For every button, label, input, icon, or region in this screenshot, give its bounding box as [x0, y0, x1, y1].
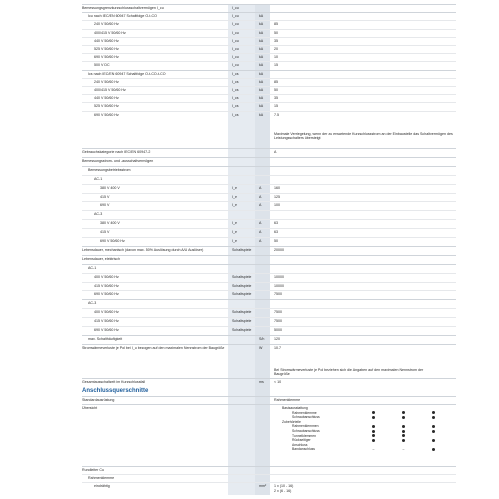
availability-dot-icon: [372, 411, 375, 414]
spec-label: max. Schalthäufigkeit: [88, 336, 123, 341]
option-label: Schraubanschluss: [292, 428, 320, 433]
spec-label: 500 V DC: [94, 63, 110, 68]
availability-dot-icon: [402, 434, 405, 437]
rahmenklemme-label: Rahmenklemme: [88, 476, 115, 480]
availability-dot-icon: [432, 448, 435, 451]
spec-label: Gesamtausschaltzeit im Kurzschlussfall: [82, 380, 146, 384]
spec-value: A: [274, 150, 277, 154]
eindrahtig-row: [82, 482, 456, 495]
spec-value: 20: [274, 47, 278, 51]
spec-label: 415 V 50/60 Hz: [94, 283, 119, 288]
spec-label: Bemessungsstrom- und -ausschaltvermögen: [82, 158, 154, 163]
spec-value: 100: [274, 203, 280, 208]
availability-dot-icon: [432, 416, 435, 419]
rundleiter-label: Rundleiter Cu: [82, 468, 104, 472]
spec-value: 20000: [274, 247, 284, 252]
spec-unit: A: [259, 221, 262, 226]
spec-value: 85: [274, 79, 278, 84]
spec-label: Lebensdauer, elektrisch: [82, 256, 120, 261]
spec-unit: kA: [259, 30, 264, 35]
spec-unit: S/h: [259, 336, 265, 341]
options-items: [282, 411, 452, 452]
spec-value: 10000: [274, 283, 284, 288]
spec-symbol: I_cu: [232, 38, 239, 43]
spec-value: 7500: [274, 292, 282, 297]
spec-unit: A: [259, 239, 262, 243]
availability-dot-icon: [402, 425, 405, 428]
spec-symbol: I_e: [232, 221, 237, 226]
option-label: Zubehörteile: [282, 419, 301, 424]
not-available-dash-icon: –: [372, 447, 375, 452]
spec-value: < 10: [274, 380, 282, 384]
spec-label: 240 V 50/60 Hz: [94, 79, 119, 84]
spec-label: Ics nach IEC/EN 60947 Schaltfolge O-t-CO-t-CO: [88, 71, 166, 76]
spec-label: AC-1: [88, 265, 97, 270]
spec-unit: A: [259, 194, 262, 199]
spec-symbol: I_e: [232, 203, 237, 208]
spec-symbol: I_e: [232, 230, 237, 235]
spec-symbol: I_cs: [232, 104, 239, 109]
spec-unit: kA: [259, 79, 264, 84]
spec-label: AC-1: [94, 176, 103, 181]
spec-label: AC-3: [94, 212, 103, 217]
spec-label: 525 V 50/60 Hz: [94, 47, 119, 51]
availability-dot-icon: [372, 430, 375, 433]
spec-value: 50: [274, 239, 278, 243]
eindrahtig-label: eindrähtig: [94, 484, 110, 488]
options-list: [282, 406, 452, 452]
spec-row-gesamtausschaltzeit-im-kurzschlussfall: [82, 378, 456, 387]
not-available-dash-icon: –: [402, 447, 405, 452]
option-label: Rahmenklemmen: [292, 424, 319, 429]
spec-symbol: I_cu: [232, 6, 239, 10]
option-label: Tunnelklemmen: [292, 433, 316, 438]
section-title: Anschlussquerschnitte: [82, 388, 149, 394]
options-row: [82, 404, 456, 465]
spec-value: 15: [274, 104, 278, 109]
availability-dot-icon: [372, 434, 375, 437]
spec-label: 400/415 V 50/60 Hz: [94, 88, 126, 92]
availability-dot-icon: [402, 430, 405, 433]
options-label: Übersicht: [82, 406, 98, 410]
spec-label: 415 V: [100, 194, 110, 199]
spec-unit: kA: [259, 14, 264, 19]
availability-dot-icon: [402, 439, 405, 442]
spec-symbol: I_e: [232, 185, 237, 190]
availability-dot-icon: [372, 439, 375, 442]
spec-symbol: I_cu: [232, 55, 239, 60]
spec-label: Gebrauchskategorie nach IEC/EN 60947-2: [82, 150, 151, 154]
spec-unit: kA: [259, 71, 264, 76]
spec-label: 690 V: [100, 203, 110, 208]
spec-symbol: I_e: [232, 194, 237, 199]
spec-label: 400 V 50/60 Hz: [94, 310, 119, 315]
option-label: Schraubanschluss: [292, 415, 320, 420]
option-label: Anschluss: [292, 442, 308, 447]
availability-dot-icon: [372, 425, 375, 428]
spec-symbol: I_cu: [232, 22, 239, 27]
spec-unit: kA: [259, 22, 264, 27]
spec-label: 440 V 50/60 Hz: [94, 38, 119, 43]
spec-unit: kA: [259, 55, 264, 60]
spec-value: 7500: [274, 310, 282, 315]
spec-unit: ms: [259, 380, 264, 384]
standard-equipment-label: Standardausrüstung: [82, 398, 115, 402]
spec-value: 125: [274, 194, 280, 199]
spec-unit: kA: [259, 104, 264, 109]
spec-unit: A: [259, 230, 262, 235]
loss-note: Bei Stromwärmeverluste je Pol beziehen sich die Angaben auf den maximalen Nennstrom der Baugröße: [274, 368, 424, 377]
spec-value: 160: [274, 185, 280, 190]
spec-unit: kA: [259, 63, 264, 68]
spec-label: 525 V 50/60 Hz: [94, 104, 119, 109]
option-item-bandanschluss: [282, 447, 452, 452]
spec-symbol: Schaltspiele: [232, 283, 252, 288]
spec-label: 440 V 50/60 Hz: [94, 96, 119, 101]
spec-symbol: Schaltspiele: [232, 328, 252, 332]
spec-value: 120: [274, 336, 280, 341]
availability-dot-icon: [432, 411, 435, 414]
spec-symbol: I_cu: [232, 63, 239, 68]
spec-value: 10.7: [274, 345, 281, 350]
spec-label: 380 V 400 V: [100, 185, 120, 190]
spec-symbol: Schaltspiele: [232, 292, 252, 297]
spec-label: AC-3: [88, 301, 97, 306]
spec-symbol: I_cs: [232, 79, 239, 84]
eindrahtig-unit: mm²: [259, 484, 267, 488]
spec-symbol: I_cu: [232, 47, 239, 51]
spec-value: 50: [274, 30, 278, 35]
spec-label: 240 V 50/60 Hz: [94, 22, 119, 27]
spec-value: 50: [274, 88, 278, 92]
spec-label: 690 V 50/60 Hz: [94, 55, 119, 60]
spec-value: 7.5: [274, 112, 279, 117]
spec-unit: kA: [259, 47, 264, 51]
spec-value: 63: [274, 230, 278, 235]
interlock-note: Maximale Verriegelung, wenn der zu erwartende Kurzschlussstrom an der Einbaustelle das Schaltvermögen des Leistungsschalters übersteigt: [274, 132, 453, 141]
spec-symbol: I_cu: [232, 30, 239, 35]
spec-symbol: I_cu: [232, 14, 239, 19]
spec-symbol: I_cs: [232, 71, 239, 76]
spec-unit: kA: [259, 112, 264, 117]
spec-value: 15: [274, 63, 278, 68]
availability-dot-icon: [372, 416, 375, 419]
spec-row-690-v-50-60-hz: [82, 111, 456, 120]
spec-symbol: Schaltspiele: [232, 247, 252, 252]
spec-label: 400 V 50/60 Hz: [94, 274, 119, 279]
spec-value: 63: [274, 221, 278, 226]
spec-unit: kA: [259, 96, 264, 101]
spec-label: 690 V 50/60 Hz: [94, 112, 119, 117]
spec-label: Icu nach IEC/EN 60947 Schaltfolge O-t-CO: [88, 14, 157, 19]
spec-symbol: Schaltspiele: [232, 319, 252, 324]
spec-symbol: I_e: [232, 239, 237, 243]
availability-dot-icon: [432, 425, 435, 428]
spec-symbol: I_cs: [232, 112, 239, 117]
spec-label: Bemessungsbetriebsstrom: [88, 167, 131, 172]
option-label: Bandanschluss: [292, 447, 315, 452]
spec-label: 690 V 50/60 Hz: [100, 239, 125, 243]
spec-label: Lebensdauer, mechanisch (davon max. 50% Auslösung durch A/U Auslöser): [82, 247, 204, 252]
spec-unit: A: [259, 185, 262, 190]
spec-symbol: Schaltspiele: [232, 310, 252, 315]
option-label: Rückseitiger: [292, 438, 311, 443]
availability-dot-icon: [432, 439, 435, 442]
spec-value: 7500: [274, 319, 282, 324]
spec-symbol: Schaltspiele: [232, 274, 252, 279]
availability-dot-icon: [432, 430, 435, 433]
eindrahtig-value-2: 2 x (6 - 16): [274, 489, 292, 493]
spec-value: 85: [274, 22, 278, 27]
spec-label: 400/415 V 50/60 Hz: [94, 30, 126, 35]
standard-equipment-value: Rahmenklemme: [274, 398, 301, 402]
spec-label: 415 V: [100, 230, 110, 235]
spec-unit: W: [259, 345, 263, 350]
spec-label: 690 V 50/60 Hz: [94, 292, 119, 297]
spec-label: 380 V 400 V: [100, 221, 120, 226]
spec-value: 5000: [274, 328, 282, 332]
spec-label: 415 V 50/60 Hz: [94, 319, 119, 324]
spec-unit: kA: [259, 38, 264, 43]
spec-symbol: I_cs: [232, 88, 239, 92]
spec-row-stromw-rmeverluste-je-pol-bei-i-u-bezoge: [82, 344, 456, 354]
options-header: Basisausstattung: [282, 406, 308, 410]
spec-value: 10000: [274, 274, 284, 279]
availability-dot-icon: [402, 411, 405, 414]
spec-value: 35: [274, 38, 278, 43]
eindrahtig-value-1: 1 x (10 - 16): [274, 484, 294, 488]
option-label: Rahmenklemme: [292, 410, 317, 415]
spec-label: 690 V 50/60 Hz: [94, 328, 119, 332]
spec-symbol: I_cs: [232, 96, 239, 101]
spec-label: Stromwärmeverluste je Pol bei I_u bezogen auf den maximalen Nennstrom der Baugröße: [82, 345, 225, 350]
spec-value: 35: [274, 96, 278, 101]
availability-dot-icon: [402, 416, 405, 419]
spec-unit: kA: [259, 88, 264, 92]
spec-unit: A: [259, 203, 262, 208]
spec-label: Bemessungsgrenzkurzschlussschaltvermögen I_cu: [82, 6, 164, 10]
spec-value: 10: [274, 55, 278, 60]
